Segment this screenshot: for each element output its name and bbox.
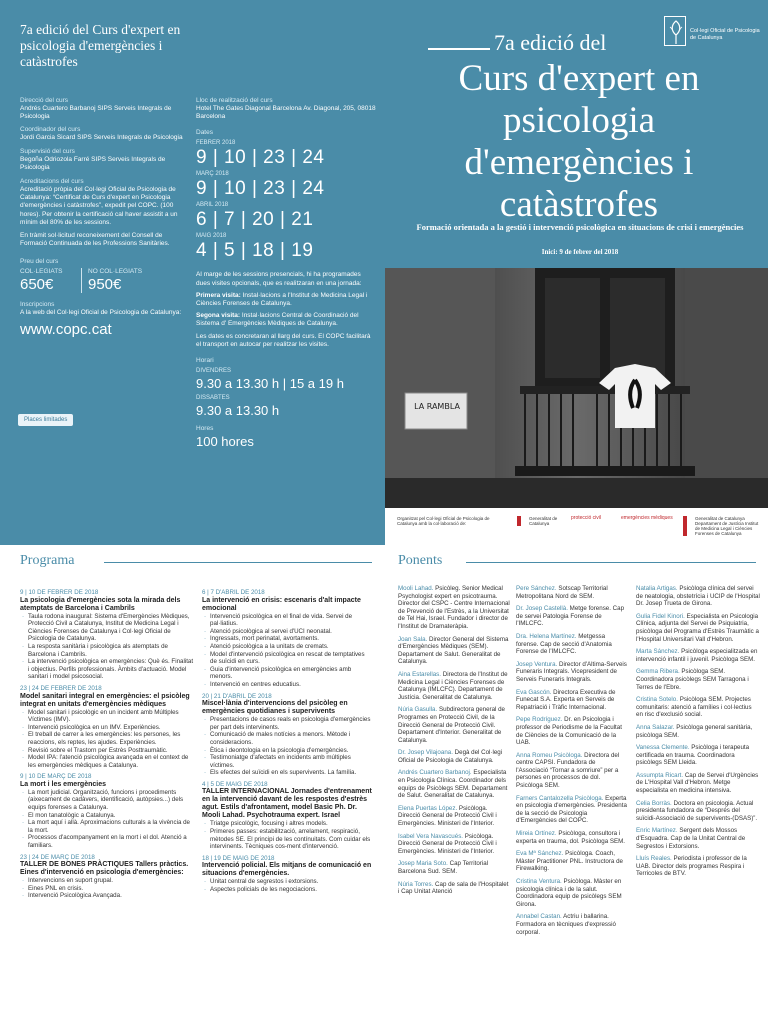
speaker-name: Celia Borràs.: [636, 799, 672, 807]
speaker-bio: Metgessa forense. Cap de secció d'Anatomia Forense de l'IMLCFC.: [516, 632, 612, 656]
session-title: La psicologia d'emergències sota la mirada dels atemptats de Barcelona i Cambrils: [20, 596, 181, 612]
session-item: · Presentacions de casos reals en psicologia d'emergències per part dels intervinents.: [202, 716, 372, 731]
speaker-name: Josep Ventura.: [516, 660, 558, 668]
visits-intro: Al marge de les sessions presencials, hi ha programades dues visites opcionals, que es realitzaran en una jornada:: [196, 271, 362, 287]
session-date: 20 | 21 D'ABRIL DE 2018: [202, 692, 272, 700]
speaker-name: Dra. Helena Martínez.: [516, 632, 577, 640]
session: [202, 589, 372, 689]
speaker: [516, 689, 628, 712]
session: [202, 781, 372, 851]
session-item: · El treball de carrer a les emergències: les persones, les reaccions, els reptes, les ajudes. Experiències.: [20, 731, 196, 746]
session: [20, 685, 196, 769]
month-days: 9 | 10 | 23 | 24: [196, 178, 325, 200]
speaker-name: Joan Sala.: [398, 635, 428, 643]
registration-label: Inscripcions: [20, 301, 55, 309]
sponsor-generalitat: Generalitat de Catalunya: [517, 516, 563, 526]
month-days: 9 | 10 | 23 | 24: [196, 147, 325, 169]
speaker: [516, 633, 628, 656]
speaker-name: Enric Martínez.: [636, 827, 678, 835]
hours-value: 100 hores: [196, 434, 254, 450]
session-date: 23 | 24 DE FEBRER DE 2018: [20, 684, 102, 692]
street-sign: LA RAMBLA: [414, 402, 460, 411]
speaker-name: Farners Cantalozella Psicòloga.: [516, 794, 604, 802]
accreditation-note: En tràmit sol·licitud reconeixement del Consell de Formació Continuada de les Professions Sanitàries.: [20, 232, 170, 248]
speaker: [636, 648, 760, 663]
friday-time: 9.30 a 13.30 h | 15 a 19 h: [196, 376, 344, 392]
speaker-name: Josep Maria Soto.: [398, 860, 448, 868]
schedule-label: Horari: [196, 357, 214, 365]
speaker-bio: Cap Territorial Barcelona Sud. SEM.: [398, 860, 489, 875]
speaker-name: Dr. Josep Vilajoana.: [398, 749, 453, 757]
website-link[interactable]: www.copc.cat: [20, 320, 112, 338]
session-item: · La intervenció psicològica en emergències: Què és. Finalitat i objectius. Perfils professionals. Àmbits d'actuació. Model sanitari i model psicosocial.: [20, 658, 196, 681]
cover-start-date: Inici: 9 de febrer del 2018: [541, 248, 619, 256]
session-item: · Eines PNL en crisis.: [20, 885, 196, 893]
session-item: · Intervencions en suport grupal.: [20, 877, 196, 885]
session-item: · Guia d'intervenció psicològica en emergències amb menors.: [202, 666, 372, 681]
speaker-name: Núria Torres.: [398, 880, 434, 888]
programa-col-1: [20, 585, 196, 900]
price-label: Preu del curs: [20, 258, 59, 266]
cover-title: Curs d'expert en psicologia d'emergències i catàstrofes: [458, 58, 700, 225]
cover-subtitle: Formació orientada a la gestió i intervenció psicològica en situacions de crisi i emergències: [416, 222, 744, 232]
sponsors-org-text: Organitzat pel Col·legi Oficial de Psicologia de Catalunya amb la col·laboració de:: [397, 516, 490, 526]
ponents-col-1: [398, 585, 510, 901]
speaker-name: Andrés Cuartero Barbanoj.: [398, 769, 472, 777]
sponsors-bar: [385, 508, 768, 545]
speaker-bio: Sergent dels Mossos d'Esquadra. Cap de la Unitat Central de Segrestos i Extorsions.: [636, 827, 746, 850]
speaker-bio: Directora Executiva de Funecat S.A. Experta en Serveis de Repatriació i Tràfic Internacional.: [516, 688, 616, 711]
speaker-name: Anna Salazar.: [636, 723, 675, 731]
programa-rule: [104, 562, 372, 563]
price-nonmember: [82, 268, 142, 293]
session-title: La mort i les emergències: [20, 780, 106, 788]
speaker-name: Eva Mª Sánchez.: [516, 850, 564, 858]
speaker-bio: Dr. en Psicologia i professor de Periodisme de la Facultat de Ciències de la Comunicació de la UAB.: [516, 716, 622, 747]
price-member-label: COL·LEGIATS: [20, 268, 63, 276]
session-item: · La mort judicial. Organització, funcions i procediments (aixecament de cadàvers, identificació, autòpsies...) dels equips forenses a Catalunya.: [20, 789, 196, 812]
accreditation-value: Acreditació pròpia del Col·legi Oficial de Psicologia de Catalunya: “Certificat de Curs d'expert en Psicologia d'emergències i catàstrofes”, expedit pel COPC. (100 hores). Per obtenir la certificació cal haver assistit a un mínim del 80% de les sessions.: [20, 186, 178, 226]
speaker-bio: Periodista i professor de la UAB. Director dels programes Respira i Terricoles de BTV.: [636, 855, 747, 878]
speaker: [516, 913, 628, 936]
speaker-bio: Subdirectora general de Programes en Protecció Civil, de la Direcció General de Protecció Civil. Departament d'Interior. Generalitat de Catalunya.: [398, 706, 505, 744]
visit-2-label: Segona visita:: [196, 312, 241, 320]
title-rule: [428, 48, 490, 50]
speaker: [398, 585, 510, 631]
session-item: · Atenció psicològica al servei d'UCI neonatal.: [202, 628, 372, 636]
speaker-bio: Psicòloga, consultora i experta en trauma, dol. Psicòloga SEM.: [516, 830, 626, 845]
speaker: [398, 860, 510, 875]
speaker: [516, 752, 628, 790]
speaker-bio: Sotscap Territorial Metropolitana Nord de SEM.: [516, 585, 608, 600]
speaker-name: Assumpta Ricart.: [636, 771, 684, 779]
speaker: [516, 661, 628, 684]
speaker: [636, 744, 760, 767]
visit-2-text: Instal·lacions Central de Coordinació del Sistema d' Emergències Mèdiques de Catalunya.: [196, 312, 359, 328]
speaker-bio: Psicòloga i terapeuta certificada en trauma. Coordinadora psicòlegs SEM Lleida.: [636, 744, 750, 767]
speaker-bio: Especialista en Psicologia Clínica. Coordinador dels equips de Psicòlegs SEM. Departament de Salut. Generalitat de Catalunya.: [398, 769, 508, 800]
speaker-bio: Directora de l'Institut de Medicina Legal i Ciències Forenses de Catalunya (IMLCFC). Departament de Justícia. Generalitat de Catalunya.: [398, 670, 508, 701]
speaker-name: Pepe Rodríguez.: [516, 716, 563, 724]
hours-label: Hores: [196, 425, 214, 433]
session: [202, 693, 372, 777]
session-item: · Intervenció Psicològica Avançada.: [20, 892, 196, 900]
session-item: · Primeres passes: estabilització, arrelament, respiració, mètodes SE. El principi de les contínuitats. Com cuidar els intervinents. Tècniques cos-ment d'intervenció.: [202, 828, 372, 851]
speaker: [636, 613, 760, 643]
speaker: [398, 671, 510, 701]
speaker-bio: Cap de Servei d'Urgències de L'Hospital Vall d'Hebron. Metge especialista en medicina intensiva.: [636, 771, 759, 795]
coordinator-label: Coordinador del curs: [20, 126, 81, 134]
session-item: · Model d'intervenció psicològica en rescat de temptatives de suïcidi en curs.: [202, 651, 372, 666]
session-item: · Atenció psicològica a la unitats de cremats.: [202, 643, 372, 651]
speaker-name: Núria Gasulla.: [398, 706, 438, 714]
session-item: · Unitat central de segrestos i extorsions.: [202, 878, 372, 886]
speaker-name: Marta Sánchez.: [636, 648, 680, 656]
director-label: Direcció del curs: [20, 97, 69, 104]
session: [20, 773, 196, 849]
visit-2: [196, 312, 376, 328]
saturday-time: 9.30 a 13.30 h: [196, 403, 280, 419]
price-nonmember-label: NO COL·LEGIATS: [88, 268, 143, 276]
ponents-heading: Ponents: [398, 553, 443, 568]
speaker-bio: Cap de sala de l'Hospitalet i Cap Unitat Atenció: [398, 880, 509, 896]
speaker-bio: Psicòloga general sanitària, psicòloga SEM.: [636, 723, 753, 739]
session-item: · Processos d'acompanyament en la mort i el dol. Atenció a familiars.: [20, 834, 196, 849]
venue-value: Hotel The Gates Diagonal Barcelona Av. Diagonal, 205, 08018 Barcelona: [196, 105, 376, 121]
session-date: 18 | 19 DE MAIG DE 2018: [202, 854, 275, 862]
price-member-value: 650€: [20, 276, 54, 294]
copc-logo: [664, 16, 760, 50]
speaker-bio: Metge forense. Cap de servei Patologia Forense de l'IMLCFC.: [516, 605, 625, 628]
speaker-name: Lluís Reales.: [636, 855, 672, 863]
speaker-name: Eva Gascón.: [516, 688, 552, 696]
session-item: · Revisió sobre el Trastorn per Estrès Posttraumàtic.: [20, 747, 196, 755]
speaker-bio: Psicòloga clínica del servei de neatologia, obstetrícia i UCIP de l'Hospital Dr. Josep Trueta de Girona.: [636, 585, 760, 608]
session-item: · Aspectes policials de les negociacions.: [202, 886, 372, 894]
speaker-bio: Psicòloga. Direcció General de Protecció Civil i Emergències. Ministeri de l'Interior.: [398, 832, 497, 855]
cover-edition: 7a edició del: [494, 30, 607, 55]
balcony-photo: [385, 268, 768, 508]
speaker: [636, 772, 760, 795]
ponents-rule: [466, 562, 756, 563]
speaker: [636, 668, 760, 691]
session-item: · El mon tanatològic a Catalunya.: [20, 812, 196, 820]
speaker-name: Annabel Castan.: [516, 913, 562, 921]
speaker-bio: Especialista en Psicologia Clínica, adjunta del Servei de Psiquiatria, psicòloga del Programa d'Estrès Traumàtic a l'Hospital Universitari Vall d'Hebron.: [636, 612, 759, 643]
speaker: [398, 636, 510, 666]
cover-photo: [385, 268, 768, 508]
speaker-name: Anna Romeu Psicòloga.: [516, 751, 583, 759]
visit-1-text: Instal·lacions a l'Institut de Medicina Legal i Ciències Forenses de Catalunya.: [196, 291, 368, 308]
session-item: · Comunicació de males notícies a menors. Mètode i consideracions.: [202, 731, 372, 746]
session-date: 9 | 10 DE MARÇ DE 2018: [20, 773, 92, 781]
visit-1: [196, 292, 376, 308]
coordinator-value: Jordi Garcia Sicard SIPS Serveis Integrals de Psicologia: [20, 134, 183, 142]
speaker-name: Elena Puertas López.: [398, 804, 458, 812]
session-title: TALLER DE BONES PRÀCTIQUES Tallers pràctics. Eines d'intervenció en psicologia d'emergències:: [20, 861, 189, 877]
speaker: [636, 800, 760, 823]
logo-mark-icon: [664, 16, 686, 46]
speaker-bio: Experta en psicologia d'emergències. Presidenta de la secció de Psicologia d'Emergències del COPC.: [516, 794, 627, 825]
speaker: [636, 724, 760, 739]
speaker-bio: Psicòleg. Senior Medical Psychologist expert en psicotrauma. Director del CSPC - Centre Internacional de Prevenció de l'Estrès, a la Universitat de Tel Hai, Israel. Fundador i director de l'Institut de Dramateràpia.: [398, 585, 510, 630]
session-item: · Intervenció psicològica en el final de vida. Servei de pal·liatius.: [202, 613, 372, 628]
speaker-bio: Psicòloga SEM. Projectes comunitaris: atenció a famílies i col·lectius en risc d'exclusió social.: [636, 696, 752, 719]
session-item: · La mort aquí i allà. Aproximacions culturals a la vivència de la mort.: [20, 819, 196, 834]
session: [20, 854, 196, 900]
speaker-name: Dr. Josep Castellà.: [516, 605, 568, 613]
places-limited-badge: Places limitades: [18, 414, 73, 426]
session-item: · Triatge psicològic, focusing i altres models.: [202, 820, 372, 828]
speaker: [516, 830, 628, 845]
session: [20, 589, 196, 681]
session-title: La intervenció en crisis: escenaris d'alt impacte emocional: [202, 596, 361, 612]
month-label: FEBRER 2018: [196, 140, 236, 147]
session-item: · Model IPA: l'atenció psicològica avançada en el context de les emergències mèdiques a Catalunya.: [20, 754, 196, 769]
ponents-col-3: [636, 585, 760, 883]
session-title: Intervenció policial. Els mitjans de comunicació en situacions d'emergències.: [202, 862, 372, 878]
session-date: 23 | 24 DE MARÇ DE 2018: [20, 853, 95, 861]
session-item: · Testimoniatge d'afectats en incidents amb múltiples víctimes.: [202, 754, 372, 769]
session-date: 6 | 7 D'ABRIL DE 2018: [202, 589, 265, 596]
speaker: [516, 585, 628, 600]
speaker-name: Pere Sánchez.: [516, 585, 557, 592]
speaker-name: Cristina Ventura.: [516, 878, 562, 885]
sponsor-proteccio-civil: protecció civil: [571, 515, 602, 521]
speaker-bio: Psicòloga. Direcció General de Protecció Civil i Emergències. Ministeri de l'Interior.: [398, 804, 497, 828]
speaker-bio: Psicòloga especialitzada en intervenció infantil i juvenil. Psicòloga SEM.: [636, 648, 758, 663]
session-date: 4 | 5 DE MAIG DE 2018: [202, 780, 268, 788]
session-title: Model sanitari integral en emergències: el psicòleg integrat en unitats d'emergències mèdiques: [20, 692, 190, 708]
sponsor-imlcfc: Generalitat de Catalunya Departament de Justícia Institut de Medicina Legal i Ciències Forenses de Catalunya: [683, 516, 763, 536]
speaker-name: Isabel Vera Navascués.: [398, 832, 464, 840]
speaker-bio: Director General del Sistema d'Emergències Mèdiques (SEM). Departament de Salut. Generalitat de Catalunya.: [398, 635, 509, 666]
speaker-name: Gemma Ribera.: [636, 668, 680, 676]
speaker-bio: Degà del Col·legi Oficial de Psicologia de Catalunya.: [398, 749, 503, 764]
speaker-bio: Doctora en psicologia. Actual presidenta fundadora de “Després del suïcidi-Associació de supervivents-(DSAS)”.: [636, 799, 758, 822]
visits-note: Les dates es concretaran al llarg del curs. El COPC facilitarà el transport en autocar per realitzar les visites.: [196, 332, 371, 348]
speaker: [398, 769, 510, 799]
friday-label: DIVENDRES: [196, 368, 232, 375]
logo-text: Col·legi Oficial de Psicologia de Catalunya: [690, 28, 760, 41]
session-item: · Taula rodona inaugural: Sistema d'Emergències Mèdiques, Protecció Civil a Catalunya, Institut de Medicina Legal i Ciències Forenses de Catalunya i Col·legi Oficial de Psicologia de Catalunya.: [20, 613, 196, 643]
supervision-label: Supervisió del curs: [20, 147, 75, 155]
session-date: 9 | 10 DE FEBRER DE 2018: [20, 589, 99, 596]
accreditation-label: Acreditacions del curs: [20, 178, 84, 186]
ponents-col-2: [516, 585, 628, 941]
speaker: [516, 850, 628, 873]
speaker-bio: Directora del centre CAPSI. Fundadora de l'Associació “Tornar a somriure” per a persones en processos de dol. Psicòloga SEM.: [516, 751, 620, 790]
session-item: · La resposta sanitària i psicològica als atemptats de Barcelona i Cambrils.: [20, 643, 196, 658]
session-title: Miscel·lània d'intervencions del psicòleg en emergències quotidianes i supervivents: [202, 700, 348, 716]
speaker-name: Cristina Sotelo.: [636, 696, 678, 704]
price-nonmember-value: 950€: [88, 276, 122, 294]
course-logistics: [196, 97, 376, 450]
speaker: [398, 881, 510, 896]
month-days: 4 | 5 | 18 | 19: [196, 240, 314, 262]
speaker: [636, 696, 760, 719]
course-info: [20, 97, 190, 338]
speaker-name: Vanessa Clemente.: [636, 744, 690, 752]
session-item: · Els efectes del suïcidi en els supervivents. La família.: [202, 769, 372, 777]
session-item: · Model sanitari i psicològic en un incident amb Múltiples Víctimes (IMV).: [20, 709, 196, 724]
speaker-bio: Psicòloga. Coach, Màster Practitioner PNL. Instructora de Firewalking.: [516, 850, 623, 873]
speaker: [516, 605, 628, 628]
speaker: [516, 716, 628, 746]
speaker: [516, 795, 628, 825]
left-title: 7a edició del Curs d'expert en psicologia d'emergències i catàstrofes: [20, 22, 181, 69]
speaker: [398, 706, 510, 744]
programa-col-2: [202, 585, 372, 894]
saturday-label: DISSABTES: [196, 395, 230, 402]
session-item: · Intervenció psicològica en un IMV. Experiències.: [20, 724, 196, 732]
speaker-bio: Psicòloga. Màster en psicologia clínica i de la salut. Coordinadora equip de psicòlegs SEM Girona.: [516, 878, 622, 908]
speaker: [516, 878, 628, 908]
venue-label: Lloc de realització del curs: [196, 97, 273, 104]
speaker: [636, 585, 760, 608]
month-days: 6 | 7 | 20 | 21: [196, 209, 314, 231]
sponsor-emergencies: emergències mèdiques: [621, 515, 673, 521]
director-value: Andrés Cuartero Barbanoj SIPS Serveis Integrals de Psicologia: [20, 105, 172, 121]
speaker-bio: Director d'Altima-Serveis Funeraris Integrals. Vicepresident de Serveis Funeraris Integrals.: [516, 660, 627, 683]
price-member: [20, 268, 82, 293]
month-label: MARÇ 2018: [196, 171, 229, 178]
programa-heading: Programa: [20, 553, 75, 568]
session-item: · Intervenció en centres educatius.: [202, 681, 372, 689]
speaker-bio: Psicòloga SEM. Coordinadora psicòlegs SEM Tarragona i Terres de l'Ebre.: [636, 668, 749, 691]
speaker-name: Mireia Ortínez.: [516, 830, 557, 838]
speaker: [636, 855, 760, 878]
session: [202, 855, 372, 894]
speaker: [398, 833, 510, 856]
speaker-bio: Actriu i ballarina. Formadora en tècniques d'expressió corporal.: [516, 913, 616, 936]
speaker-name: Natalia Artigas.: [636, 585, 678, 592]
speaker: [636, 827, 760, 850]
speaker-name: Aina Estarellas.: [398, 670, 441, 678]
month-label: ABRIL 2018: [196, 202, 229, 209]
supervision-value: Begoña Odriozola Farré SIPS Serveis Integrals de Psicologia: [20, 155, 166, 171]
visit-1-label: Primera visita:: [196, 291, 241, 299]
price-row: [20, 268, 190, 293]
speaker: [398, 749, 510, 764]
month-label: MAIG 2018: [196, 233, 227, 240]
registration-value: A la web del Col·legi Oficial de Psicologia de Catalunya:: [20, 309, 182, 317]
speaker-name: Gulia Fidel Kinori.: [636, 612, 685, 620]
dates-label: Dates: [196, 129, 213, 137]
session-title: TALLER INTERNACIONAL Jornades d'entrenament en la intervenció davant de les respostes d'estrès agut. Estils d'afrontament, model Basic Ph. Dr. Mooli Lahad. Psychotrauma expert. Israel: [202, 788, 372, 820]
speaker-name: Mooli Lahad.: [398, 585, 434, 592]
speaker: [398, 805, 510, 828]
session-item: · Ètica i deontologia en la psicologia d'emergències.: [202, 747, 372, 755]
session-item: · Ingressats, mort perinatal, avortaments.: [202, 635, 372, 643]
